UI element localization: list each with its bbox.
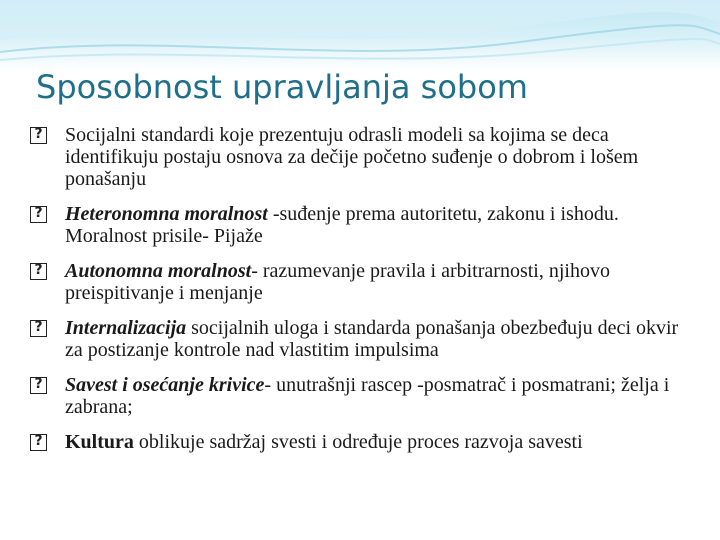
bullet-text: socijalnih uloga i standarda ponašanja obezbeđuju deci okvir za postizanje kontrole nad vlastitim impulsima bbox=[65, 317, 679, 361]
wave-decoration bbox=[0, 0, 720, 70]
bullet-item bbox=[30, 317, 690, 361]
bullet-item bbox=[30, 260, 690, 304]
bullet-item bbox=[30, 374, 690, 418]
bullet-icon: ? bbox=[30, 263, 47, 280]
bullet-text: -suđenje prema autoritetu, zakonu i ishodu. Moralnost prisile- Pijaže bbox=[65, 203, 619, 247]
bullet-text: - unutrašnji rascep -posmatrač i posmatrani; želja i zabrana; bbox=[65, 374, 670, 418]
bullet-term: Savest i osećanje krivice bbox=[65, 374, 265, 396]
bullet-icon: ? bbox=[30, 206, 47, 223]
bullet-term: Autonomna moralnost bbox=[65, 260, 252, 282]
bullet-item bbox=[30, 431, 690, 453]
bullet-icon: ? bbox=[30, 377, 47, 394]
bullet-term: Kultura bbox=[65, 431, 134, 453]
bullet-icon: ? bbox=[30, 434, 47, 451]
bullet-item bbox=[30, 124, 690, 190]
bullet-icon: ? bbox=[30, 320, 47, 337]
bullet-icon: ? bbox=[30, 127, 47, 144]
bullet-term: Internalizacija bbox=[65, 317, 187, 339]
bullet-item bbox=[30, 203, 690, 247]
bullet-term: Heteronomna moralnost bbox=[65, 203, 268, 225]
slide-title: Sposobnost upravljanja sobom bbox=[36, 68, 528, 106]
bullet-text: - razumevanje pravila i arbitrarnosti, njihovo preispitivanje i menjanje bbox=[65, 260, 610, 304]
bullet-text: Socijalni standardi koje prezentuju odrasli modeli sa kojima se deca identifikuju postaju osnova za dečije početno suđenje o dobrom i lošem ponašanju bbox=[65, 124, 639, 190]
bullet-list bbox=[30, 124, 690, 466]
bullet-text: oblikuje sadržaj svesti i određuje proces razvoja savesti bbox=[133, 431, 583, 453]
